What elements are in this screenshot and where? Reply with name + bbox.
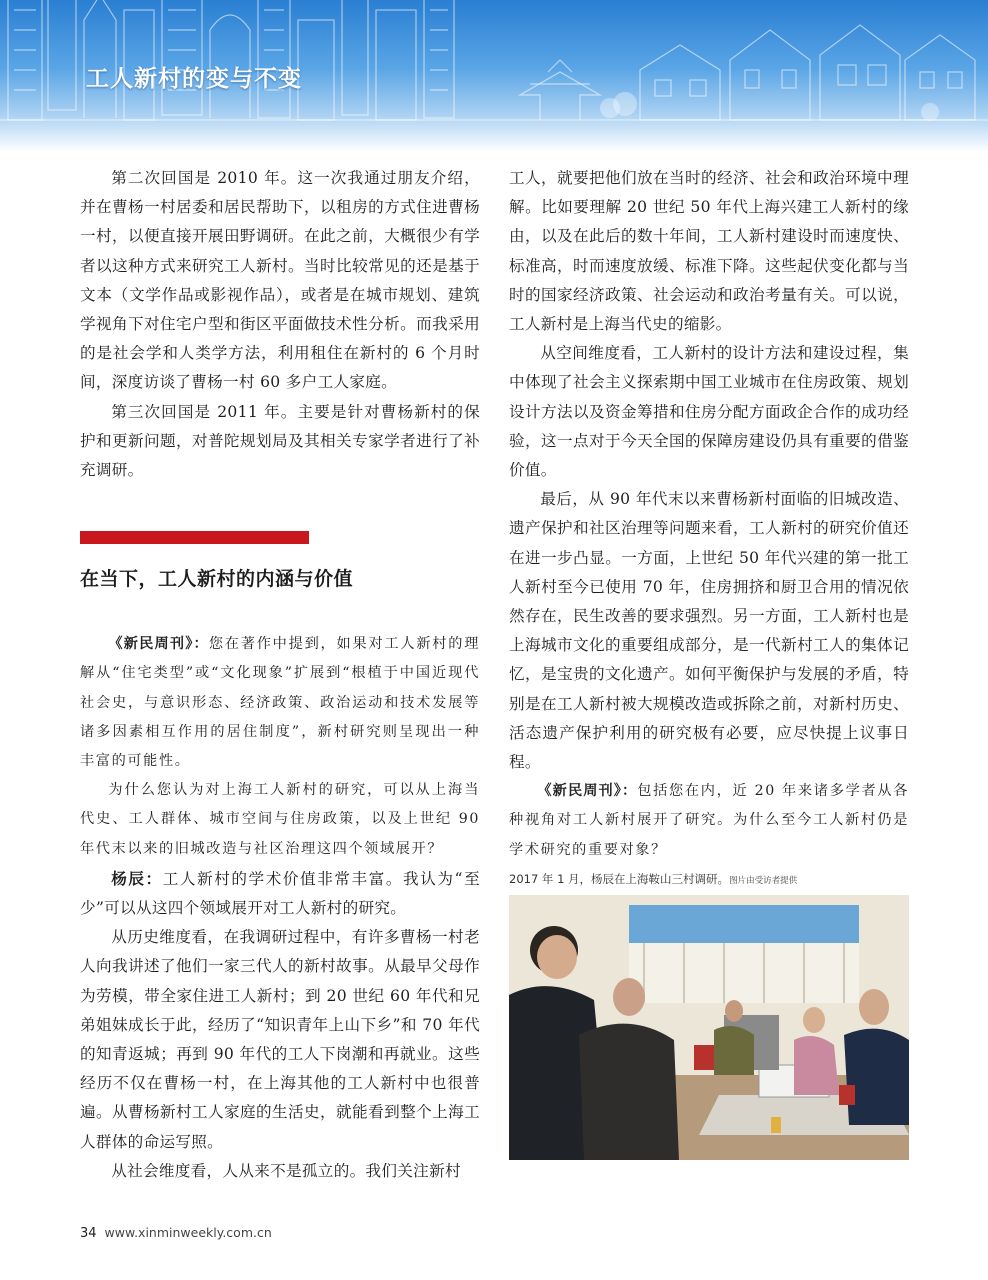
answer-text: 工人新村的学术价值非常丰富。我认为“至少”可以从这四个领域展开对工人新村的研究。	[80, 869, 480, 918]
interview-photo-illustration	[509, 895, 909, 1160]
photo-caption	[509, 871, 909, 889]
section-heading: 在当下，工人新村的内涵与价值	[80, 568, 354, 591]
body-paragraph: 第二次回国是 2010 年。这一次我通过朋友介绍，并在曹杨一村居委和居民帮助下，以租房的方式住进曹杨一村，以便直接开展田野调研。在此之前，大概很少有学者以这种方式来研究工人新村。当时比较常见的还是基于文本（文学作品或影视作品），或者是在城市规划、建筑学视角下对住宅户型和街区平面做技术性分析。而我采用的是社会学和人类学方法，利用租住在新村的 6 个月时间，深度访谈了曹杨一村 60 多户工人家庭。	[80, 169, 480, 392]
website-url: www.xinminweekly.com.cn	[104, 1225, 272, 1240]
page-number: 34	[80, 1226, 97, 1241]
question-text: 包括您在内，近 20 年来诸多学者从各种视角对工人新村展开了研究。为什么至今工人新村仍是学术研究的重要对象？	[509, 783, 909, 858]
photo-credit: 图片由受访者提供	[729, 875, 798, 886]
body-paragraph: 最后，从 90 年代末以来曹杨新村面临的旧城改造、遗产保护和社区治理等问题来看，工人新村的研究价值还在进一步凸显。一方面，上世纪 50 年代兴建的第一批工人新村至今已使用 70 年，住房拥挤和厨卫合用的情况依然存在，民生改善的要求强烈。另一方面，工人新村也是上海城市文化的重要组成部分，是一代新村工人的集体记忆，是宝贵的文化遗产。如何平衡保护与发展的矛盾，特别是在工人新村被大规模改造或拆除之前，对新村历史、活态遗产保护利用的研究极有必要，应尽快提上议事日程。	[509, 490, 909, 772]
interview-answer	[80, 864, 480, 923]
left-column	[80, 164, 480, 1186]
question-text: 您在著作中提到，如果对工人新村的理解从“住宅类型”或“文化现象”扩展到“根植于中国近现代社会史，与意识形态、经济政策、政治运动和技术发展等诸多因素相互作用的居住制度”，新村研究则呈现出一种丰富的可能性。	[80, 636, 480, 770]
answer-label: 杨辰：	[111, 868, 163, 888]
body-paragraph: 从社会维度看，人从来不是孤立的。我们关注新村	[111, 1161, 461, 1180]
caption-text: 2017 年 1 月，杨辰在上海鞍山三村调研。	[509, 871, 730, 886]
body-paragraph: 从历史维度看，在我调研过程中，有许多曹杨一村老人向我讲述了他们一家三代人的新村故事。从最早父母作为劳模，带全家住进工人新村；到 20 世纪 60 年代和兄弟姐妹成长于此，经历了“知识青年上山下乡”和 70 年代的知青返城；再到 90 年代的工人下岗潮和再就业。这些经历不仅在曹杨一村，在上海其他的工人新村中也很普遍。从曹杨新村工人家庭的生活史，就能看到整个上海工人群体的命运写照。	[80, 928, 480, 1151]
question-label: 《新民周刊》：	[537, 783, 638, 800]
section-title: 工人新村的变与不变	[86, 66, 302, 92]
question-label: 《新民周刊》：	[108, 636, 209, 653]
right-column	[509, 164, 909, 1160]
page-footer	[80, 1225, 272, 1241]
body-paragraph-continued: 工人，就要把他们放在当时的经济、社会和政治环境中理解。比如要理解 20 世纪 50 年代上海兴建工人新村的缘由，以及在此后的数十年间，工人新村建设时而速度快、标准高，时而速度放缓、标准下降。这些起伏变化都与当时的国家经济政策、社会运动和政治考量有关。可以说，工人新村是上海当代史的缩影。	[509, 169, 909, 334]
section-accent-bar	[80, 531, 309, 544]
interview-question	[509, 777, 909, 865]
spacer	[80, 485, 480, 531]
interview-question	[80, 630, 480, 776]
header-banner	[0, 0, 988, 152]
interview-photo	[509, 895, 909, 1160]
body-paragraph: 第三次回国是 2011 年。主要是针对曹杨新村的保护和更新问题，对普陀规划局及其相关专家学者进行了补充调研。	[80, 402, 480, 480]
interview-question-followup: 为什么您认为对上海工人新村的研究，可以从上海当代史、工人群体、城市空间与住房政策，以及上世纪 90 年代末以来的旧城改造与社区治理这四个领域展开？	[80, 782, 480, 857]
body-paragraph: 从空间维度看，工人新村的设计方法和建设过程，集中体现了社会主义探索期中国工业城市在住房政策、规划设计方法以及资金筹措和住房分配方面政企合作的成功经验，这一点对于今天全国的保障房建设仍具有重要的借鉴价值。	[509, 344, 909, 480]
